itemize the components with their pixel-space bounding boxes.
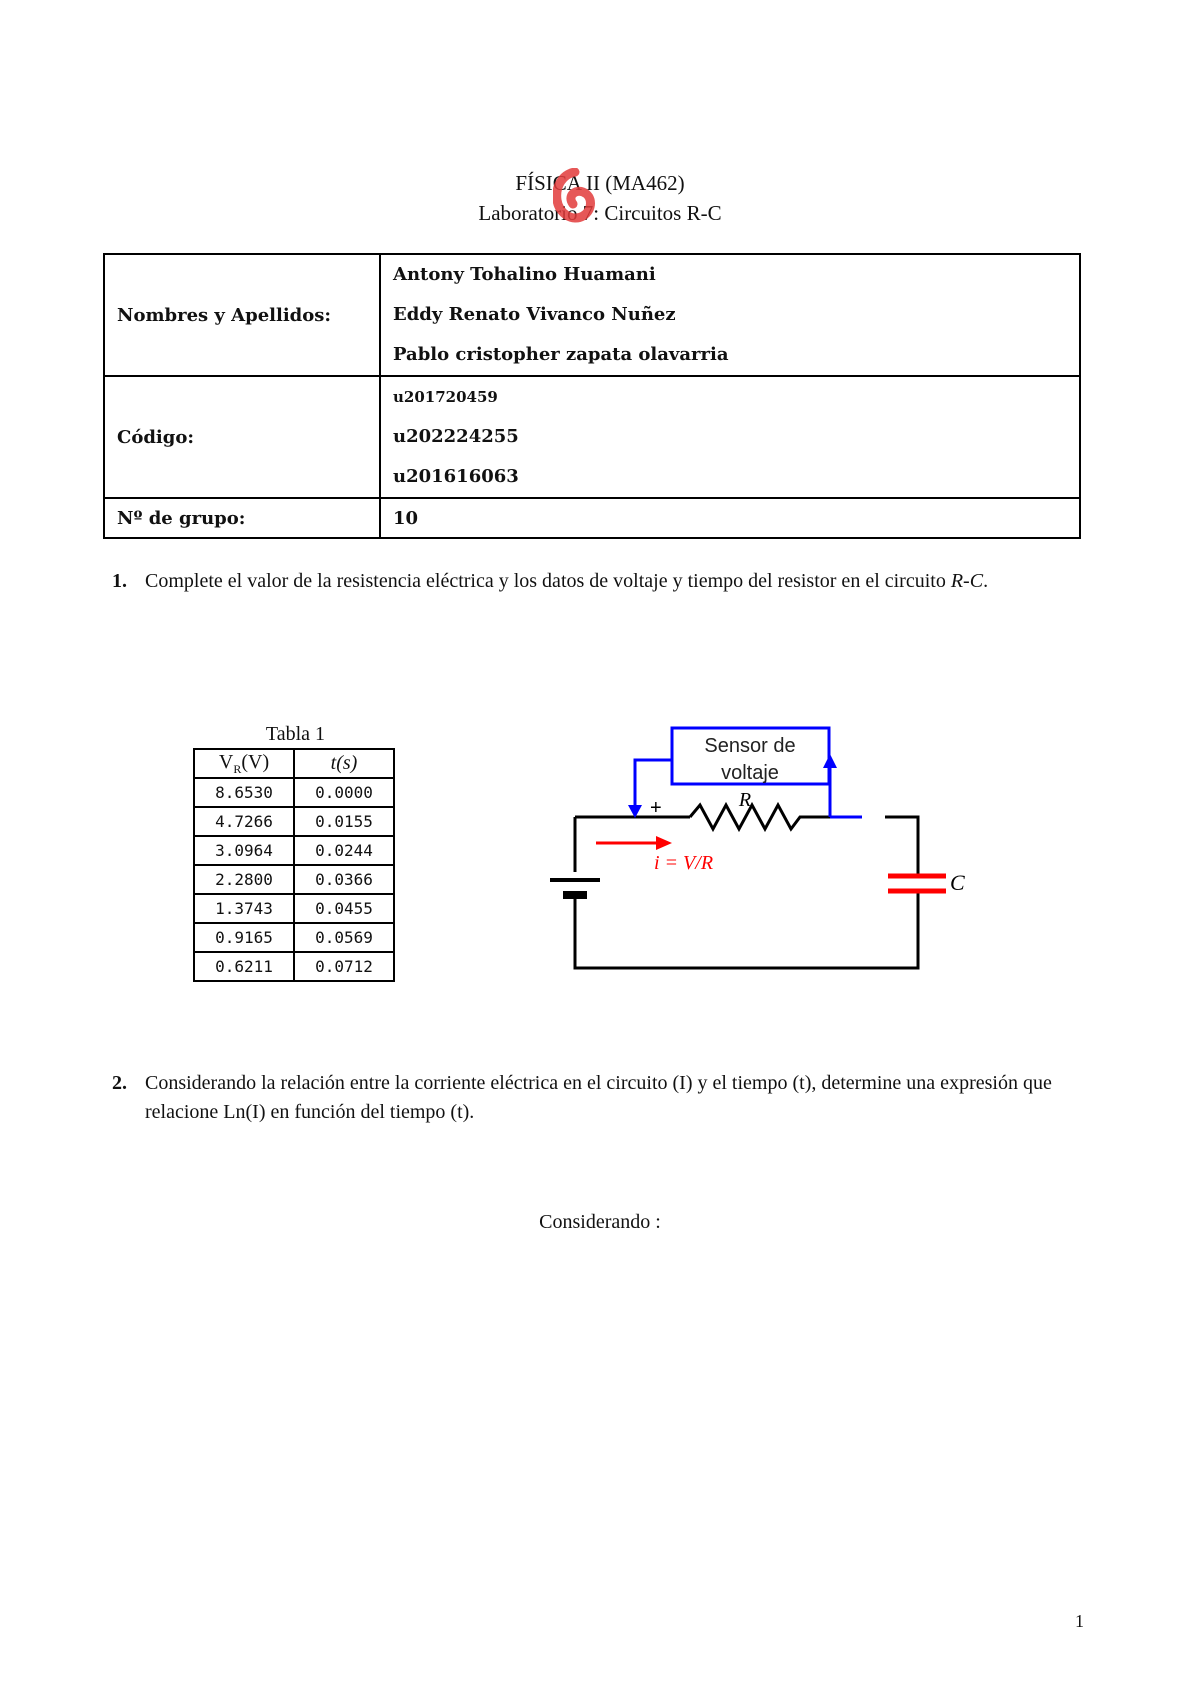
question-number: 2.: [112, 1072, 127, 1094]
table-row: 0.6211 0.0712: [194, 952, 394, 981]
considerando-text: Considerando :: [539, 1211, 661, 1233]
positive-terminal-label: +: [650, 797, 662, 819]
question-text: Considerando la relación entre la corriente eléctrica en el circuito (I) y el tiempo (t), determine una expresión que relacione Ln(I) en función del tiempo (t).: [145, 1072, 1052, 1123]
course-title: FÍSICA II (MA462): [515, 171, 685, 195]
table-row: 1.3743 0.0455: [194, 894, 394, 923]
question-number: 1.: [112, 570, 127, 592]
sensor-arrow-up-icon: [823, 754, 837, 768]
table-row: 0.9165 0.0569: [194, 923, 394, 952]
column-header-time: t(s): [294, 749, 394, 778]
circuit-wires: [575, 817, 918, 968]
student-code: u202224255: [393, 426, 519, 447]
table-row: 8.6530 0.0000: [194, 778, 394, 807]
sensor-label-line2: voltaje: [721, 762, 779, 784]
page-number: 1: [1075, 1611, 1084, 1631]
table-row: 4.7266 0.0155: [194, 807, 394, 836]
lab-title: Laboratorio 7: Circuitos R-C: [478, 201, 722, 225]
sensor-label-line1: Sensor de: [704, 735, 796, 757]
current-arrow-icon: [596, 836, 672, 850]
column-header-voltage: $V_R(V)$: [194, 749, 294, 778]
resistor-symbol: [690, 805, 830, 829]
group-label: Nº de grupo:: [104, 498, 380, 538]
capacitor-label: C: [950, 870, 965, 895]
names-label: Nombres y Apellidos:: [104, 254, 380, 376]
battery-symbol: [550, 880, 600, 895]
student-name: Antony Tohalino Huamani: [393, 264, 656, 285]
current-label: i = V/R: [654, 852, 714, 874]
capacitor-symbol: [888, 876, 946, 891]
student-name: Eddy Renato Vivanco Nuñez: [393, 304, 676, 325]
student-code: u201720459: [393, 388, 498, 406]
table-row: 2.2800 0.0366: [194, 865, 394, 894]
question-2: [112, 1069, 1092, 1127]
student-name: Pablo cristopher zapata olavarria: [393, 344, 729, 365]
student-code: u201616063: [393, 466, 519, 487]
resistor-label: R: [738, 789, 752, 811]
table-row: 3.0964 0.0244: [194, 836, 394, 865]
code-label: Código:: [104, 376, 380, 498]
table-caption: Tabla 1: [265, 723, 326, 745]
group-number: 10: [380, 498, 1080, 538]
question-text: Complete el valor de la resistencia eléctrica y los datos de voltaje y tiempo del resistor en el circuito R-C.: [145, 570, 989, 592]
